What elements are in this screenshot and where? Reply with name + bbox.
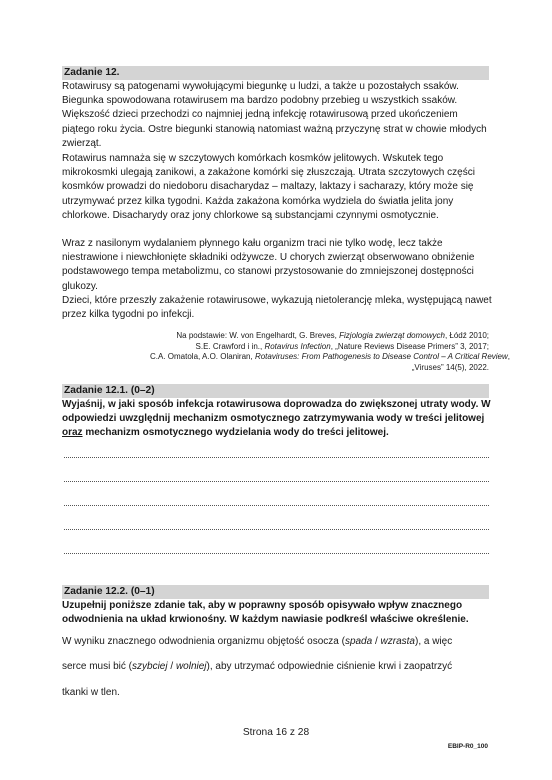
- fill-in-sentence-line-2: [62, 661, 492, 672]
- citation-3-title: Rotaviruses: From Pathogenesis to Disease Control – A Critical Review: [254, 352, 508, 362]
- sentence-part-4: ), aby utrzymać odpowiednie ciśnienie krwi i zaopatrzyć: [206, 661, 453, 672]
- task-12-2-header: Zadanie 12.2. (0–1): [62, 585, 489, 599]
- task-12-header: Zadanie 12.: [62, 66, 489, 80]
- task-12-2-instruction: Uzupełnij poniższe zdanie tak, aby w poprawny sposób opisywało wpływ znacznego odwodnienia na układ krwionośny. W każdym nawiasie podkreśl właściwe określenie.: [62, 600, 469, 626]
- citation-line-2: [150, 342, 489, 353]
- page-number: Strona 16 z 28: [242, 727, 310, 738]
- task-12-1-instruction: [62, 398, 492, 441]
- fill-in-sentence-line-1: [62, 636, 492, 647]
- exam-code: EBIP-R0_100: [447, 743, 488, 750]
- choice-separator-1: /: [372, 636, 381, 647]
- citation-2-authors: S.E. Crawford i in.,: [195, 341, 265, 351]
- citation-line-3: [150, 352, 511, 363]
- task-12-paragraph-1: Rotawirusy są patogenami wywołującymi biegunkę u ludzi, a także u pozostałych ssaków. Biegunka spowodowana rotawirusem ma bardzo podobny przebieg u wszystkich ssaków. Większość dzieci przechodzi co najmniej jedną infekcję rotawirusową przed ukończeniem piątego roku życia. Ostre biegunki stanowią natomiast ważną przyczynę strat w chowie młodych zwierząt.: [62, 81, 487, 149]
- fill-in-sentence-line-3: tkanki w tlen.: [62, 687, 120, 698]
- citation-1-details: , Łódź 2010;: [444, 331, 489, 340]
- citation-1-title: Fizjologia zwierząt domowych: [339, 331, 445, 340]
- answer-line-3[interactable]: [64, 505, 489, 506]
- citation-3-comma: ,: [507, 352, 511, 362]
- choice-szybciej[interactable]: szybciej: [132, 661, 168, 672]
- answer-line-5[interactable]: [64, 553, 489, 554]
- task-12-1-underlined-word: oraz: [62, 427, 83, 439]
- answer-line-1[interactable]: [64, 457, 489, 458]
- sentence-part-1: W wyniku znacznego odwodnienia organizmu objętość osocza (: [62, 636, 345, 647]
- citation-3-authors: C.A. Omatola, A.O. Olaniran,: [150, 352, 255, 362]
- source-citations: [150, 331, 511, 373]
- task-12-1-instruction-part-2: mechanizm osmotycznego wydzielania wody do treści jelitowej.: [82, 427, 389, 439]
- sentence-part-2: ), a więc: [414, 636, 453, 647]
- task-12-1-instruction-part-1: Wyjaśnij, w jaki sposób infekcja rotawirusowa doprowadza do zwiększonej utraty wody. W odpowiedzi uwzględnij mechanizm osmotycznego zatrzymywania wody w treści jelitowej: [62, 399, 491, 425]
- citation-line-4: „Viruses” 14(5), 2022.: [411, 362, 489, 372]
- citation-line-1: [150, 331, 489, 342]
- choice-separator-2: /: [167, 661, 176, 672]
- choice-wzrasta[interactable]: wzrasta: [380, 636, 415, 647]
- answer-line-4[interactable]: [64, 529, 489, 530]
- choice-spada[interactable]: spada: [344, 636, 373, 647]
- citation-2-details: , „Nature Reviews Disease Primers” 3, 2017;: [330, 341, 489, 351]
- choice-wolniej[interactable]: wolniej: [175, 661, 207, 672]
- task-12-paragraph-4: Dzieci, które przeszły zakażenie rotawirusowe, wykazują nietolerancję mleka, występującą nawet przez kilka tygodni po infekcji.: [62, 295, 492, 321]
- task-12-1-header: Zadanie 12.1. (0–2): [62, 384, 489, 398]
- task-12-paragraph-3: Wraz z nasilonym wydalaniem płynnego kału organizm traci nie tylko wodę, lecz także niestrawione i niewchłonięte składniki odżywcze. U chorych zwierząt obserwowano obniżenie podstawowego tempa metabolizmu, co stanowi przystosowanie do zmniejszonej dostępności glukozy.: [62, 238, 475, 292]
- task-12-paragraph-2: Rotawirus namnaża się w szczytowych komórkach kosmków jelitowych. Wskutek tego mikrokosmki ulegają zanikowi, a zakażone komórki się złuszczają. Utrata szczytowych części kosmków prowadzi do niedoboru disacharydaz – maltazy, laktazy i sacharazy, który może się utrzymywać przez kilka tygodni. Każda zakażona komórka wydziela do światła jelita jony chlorkowe. Disacharydy oraz jony chlorkowe są substancjami czynnymi osmotycznie.: [62, 153, 475, 221]
- citation-2-title: Rotavirus Infection: [264, 341, 331, 351]
- citation-1-authors: Na podstawie: W. von Engelhardt, G. Breves,: [176, 331, 340, 340]
- answer-line-2[interactable]: [64, 481, 489, 482]
- sentence-part-3: serce musi bić (: [62, 661, 133, 672]
